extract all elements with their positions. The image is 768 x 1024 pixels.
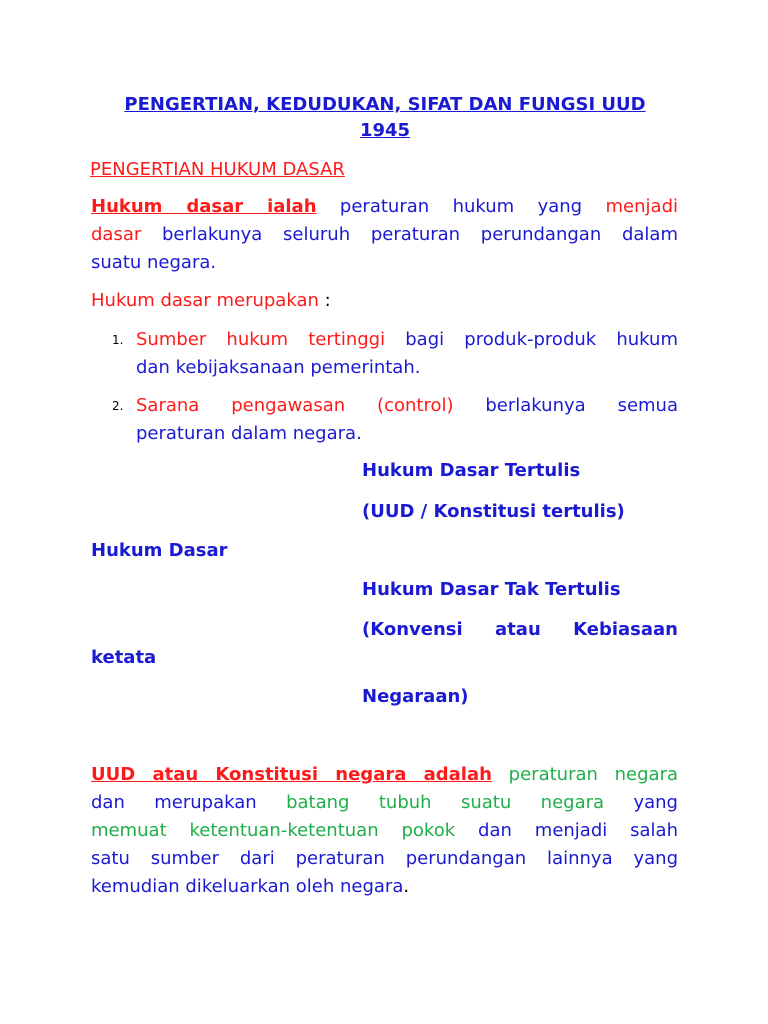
title-line-1: PENGERTIAN, KEDUDUKAN, SIFAT DAN FUNGSI UUD [124,94,646,115]
document-title [90,92,680,144]
definition-paragraph [91,193,678,277]
uud-period: . [403,876,410,897]
uud-blue-1: dan merupakan [91,792,257,813]
uud-blue-5: kemudian dikeluarkan oleh negara [91,876,404,897]
diagram-unwritten-sub-1: (Konvensi atau Kebiasaan [362,619,678,640]
list-number: 1. [112,333,124,347]
definition-highlight-1: menjadi [605,196,678,217]
list-item-blue: berlakunya semua [453,395,678,416]
intro-text: Hukum dasar merupakan [91,290,319,311]
definition-text-2: berlakunya seluruh peraturan perundangan dalam [141,224,678,245]
diagram-unwritten: Hukum Dasar Tak Tertulis [362,579,621,600]
definition-term: Hukum dasar ialah [91,196,317,217]
uud-green-3: memuat ketentuan-ketentuan pokok [91,820,456,841]
list-item-red: Sarana pengawasan (control) [136,395,454,416]
diagram-written-sub: (UUD / Konstitusi tertulis) [362,501,625,522]
list-item-blue-2: peraturan dalam negara. [136,423,362,444]
list-item-red: Sumber hukum tertinggi [136,329,386,350]
title-line-2: 1945 [359,120,411,141]
definition-text-1: peraturan hukum yang [316,196,606,217]
diagram-written: Hukum Dasar Tertulis [362,460,581,481]
definition-highlight-2: dasar [91,224,142,245]
uud-blue-2: yang [633,792,678,813]
uud-green-2: batang tubuh suatu negara [286,792,605,813]
diagram-unwritten-sub-3: Negaraan) [362,686,469,707]
list-item [112,326,678,382]
hukum-dasar-intro [91,287,678,315]
uud-definition-paragraph [91,761,678,901]
uud-definition-term: UUD atau Konstitusi negara adalah [91,764,492,785]
uud-blue-3: dan menjadi salah [478,820,678,841]
uud-green-1: peraturan negara [508,764,678,785]
list-item-blue: bagi produk-produk hukum [385,329,678,350]
list-item [112,392,678,448]
diagram-unwritten-sub-2: ketata [91,647,157,668]
uud-blue-4: satu sumber dari peraturan perundangan lainnya yang [91,848,678,869]
list-number: 2. [112,399,124,413]
intro-colon: : [318,290,331,311]
list-item-blue-2: dan kebijaksanaan pemerintah. [136,357,421,378]
definition-text-3: suatu negara. [91,252,217,273]
diagram-root: Hukum Dasar [91,540,228,561]
section-heading: PENGERTIAN HUKUM DASAR [90,159,345,180]
